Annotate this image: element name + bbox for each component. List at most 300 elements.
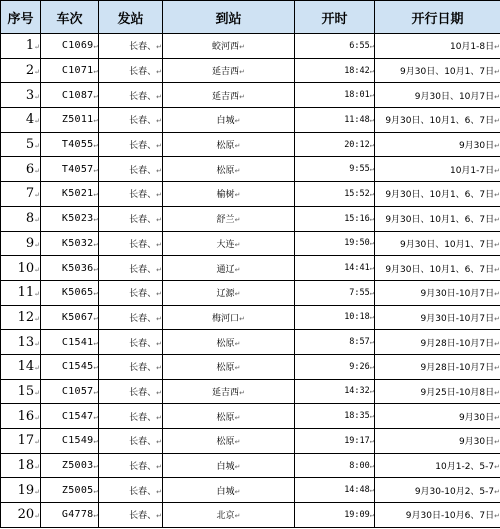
return-mark-icon: ↵ <box>234 166 241 175</box>
to-cell-text: 梅河口 <box>212 313 240 324</box>
departure-time-cell <box>295 453 375 478</box>
return-mark-icon: ↵ <box>93 511 98 520</box>
return-mark-icon: ↵ <box>93 486 98 495</box>
train-cell-text: C1071 <box>61 65 94 77</box>
return-mark-icon: ↵ <box>34 339 40 348</box>
departure-time-cell <box>295 256 375 281</box>
return-mark-icon: ↵ <box>34 512 40 521</box>
return-mark-icon: ↵ <box>494 290 500 299</box>
departure-time-cell <box>295 354 375 379</box>
to-cell-text: 蛟河西 <box>212 42 240 53</box>
seq-cell <box>1 182 41 207</box>
to-cell <box>163 379 295 404</box>
return-mark-icon: ↵ <box>369 239 374 248</box>
seq-cell <box>1 231 41 256</box>
dates-cell-text: 9月30日、10月1、6、7日 <box>385 190 495 201</box>
from-cell <box>99 34 163 59</box>
seq-cell-text: 7 <box>25 186 35 202</box>
table-row <box>1 354 500 379</box>
train-cell-text: K5065 <box>61 287 94 299</box>
train-cell-text: K5021 <box>61 188 94 200</box>
dates-cell <box>375 404 500 429</box>
return-mark-icon: ↵ <box>369 362 374 371</box>
from-cell-text: 长春、 <box>129 462 157 473</box>
from-cell-text: 长春、 <box>129 215 157 226</box>
from-cell-text: 长春、 <box>129 190 157 201</box>
return-mark-icon: ↵ <box>156 339 162 348</box>
departure-time-cell <box>295 206 375 231</box>
train-cell <box>41 404 99 429</box>
return-mark-icon: ↵ <box>494 314 500 323</box>
seq-cell <box>1 83 41 108</box>
header-to: 到站 <box>163 1 295 34</box>
return-mark-icon: ↵ <box>369 165 374 174</box>
from-cell <box>99 453 163 478</box>
train-cell-text: T4057 <box>61 163 94 175</box>
return-mark-icon: ↵ <box>494 240 500 249</box>
header-train: 车次 <box>41 1 99 34</box>
from-cell <box>99 108 163 133</box>
from-cell <box>99 379 163 404</box>
table-row <box>1 108 500 133</box>
dates-cell <box>375 453 500 478</box>
from-cell-text: 长春、 <box>129 239 157 250</box>
return-mark-icon: ↵ <box>34 142 40 151</box>
from-cell <box>99 478 163 503</box>
return-mark-icon: ↵ <box>156 166 162 175</box>
train-cell <box>41 379 99 404</box>
return-mark-icon: ↵ <box>369 140 374 149</box>
return-mark-icon: ↵ <box>239 43 245 52</box>
return-mark-icon: ↵ <box>156 216 162 225</box>
return-mark-icon: ↵ <box>369 436 374 445</box>
seq-cell-text: 19 <box>17 482 35 498</box>
departure-time-cell <box>295 157 375 182</box>
return-mark-icon: ↵ <box>34 68 40 77</box>
return-mark-icon: ↵ <box>156 191 162 200</box>
return-mark-icon: ↵ <box>34 438 40 447</box>
departure-time-cell <box>295 478 375 503</box>
departure-time-cell <box>295 503 375 528</box>
to-cell <box>163 404 295 429</box>
from-cell-text: 长春、 <box>129 412 157 423</box>
table-row <box>1 256 500 281</box>
departure-time-cell <box>295 305 375 330</box>
return-mark-icon: ↵ <box>156 512 162 521</box>
from-cell <box>99 182 163 207</box>
return-mark-icon: ↵ <box>239 68 245 77</box>
return-mark-icon: ↵ <box>369 264 374 273</box>
from-cell-text: 长春、 <box>129 387 157 398</box>
dates-cell <box>375 83 500 108</box>
dates-cell <box>375 58 500 83</box>
from-cell-text: 长春、 <box>129 42 157 53</box>
seq-cell-text: 2 <box>25 63 35 79</box>
dates-cell <box>375 305 500 330</box>
train-cell-text: K5032 <box>61 237 94 249</box>
return-mark-icon: ↵ <box>93 462 98 471</box>
seq-cell-text: 8 <box>25 211 35 227</box>
train-cell-text: K5067 <box>61 311 94 323</box>
train-cell <box>41 182 99 207</box>
return-mark-icon: ↵ <box>494 438 500 447</box>
from-cell <box>99 58 163 83</box>
departure-time-cell-text: 18:35 <box>344 411 370 422</box>
to-cell <box>163 206 295 231</box>
to-cell-text: 白城 <box>216 486 235 497</box>
seq-cell-text: 17 <box>17 433 35 449</box>
return-mark-icon: ↵ <box>93 91 98 100</box>
return-mark-icon: ↵ <box>34 463 40 472</box>
to-cell <box>163 58 295 83</box>
table-row <box>1 34 500 59</box>
dates-cell-text: 9月30日 <box>458 141 495 152</box>
return-mark-icon: ↵ <box>494 117 500 126</box>
from-cell <box>99 256 163 281</box>
to-cell-text: 通辽 <box>216 264 235 275</box>
return-mark-icon: ↵ <box>93 116 98 125</box>
return-mark-icon: ↵ <box>234 216 241 225</box>
return-mark-icon: ↵ <box>34 364 40 373</box>
train-cell <box>41 108 99 133</box>
dates-cell <box>375 330 500 355</box>
seq-cell <box>1 108 41 133</box>
return-mark-icon: ↵ <box>93 42 98 51</box>
from-cell <box>99 503 163 528</box>
to-cell-text: 白城 <box>216 116 235 127</box>
return-mark-icon: ↵ <box>93 338 98 347</box>
table-row <box>1 58 500 83</box>
departure-time-cell-text: 7:55 <box>349 287 370 298</box>
return-mark-icon: ↵ <box>234 191 241 200</box>
return-mark-icon: ↵ <box>93 289 98 298</box>
header-from: 发站 <box>99 1 163 34</box>
seq-cell <box>1 379 41 404</box>
return-mark-icon: ↵ <box>156 314 162 323</box>
return-mark-icon: ↵ <box>494 388 500 397</box>
from-cell <box>99 231 163 256</box>
seq-cell-text: 14 <box>17 359 35 375</box>
return-mark-icon: ↵ <box>239 92 245 101</box>
dates-cell <box>375 503 500 528</box>
return-mark-icon: ↵ <box>234 117 241 126</box>
train-cell-text: Z5011 <box>61 114 94 126</box>
to-cell-text: 松原 <box>216 412 235 423</box>
seq-cell <box>1 478 41 503</box>
return-mark-icon: ↵ <box>34 191 40 200</box>
dates-cell <box>375 429 500 454</box>
table-row <box>1 330 500 355</box>
dates-cell <box>375 280 500 305</box>
dates-cell-text: 9月30日 <box>458 412 495 423</box>
train-cell <box>41 34 99 59</box>
return-mark-icon: ↵ <box>93 141 98 150</box>
table-row <box>1 132 500 157</box>
seq-cell <box>1 354 41 379</box>
seq-cell <box>1 206 41 231</box>
departure-time-cell <box>295 58 375 83</box>
seq-cell-text: 18 <box>17 458 35 474</box>
train-cell <box>41 58 99 83</box>
table-row <box>1 503 500 528</box>
return-mark-icon: ↵ <box>93 264 98 273</box>
seq-cell <box>1 503 41 528</box>
from-cell <box>99 354 163 379</box>
header-seq: 序号 <box>1 1 41 34</box>
return-mark-icon: ↵ <box>156 364 162 373</box>
to-cell-text: 白城 <box>216 462 235 473</box>
return-mark-icon: ↵ <box>34 92 40 101</box>
dates-cell-text: 9月30日、10月1、6、7日 <box>385 215 495 226</box>
dates-cell-text: 10月1-7日 <box>449 165 495 176</box>
departure-time-cell <box>295 83 375 108</box>
header-dep: 开时 <box>295 1 375 34</box>
departure-time-cell-text: 19:17 <box>344 435 370 446</box>
return-mark-icon: ↵ <box>156 413 162 422</box>
return-mark-icon: ↵ <box>369 461 374 470</box>
seq-cell <box>1 34 41 59</box>
train-cell-text: K5023 <box>61 213 94 225</box>
departure-time-cell-text: 18:42 <box>344 65 370 76</box>
return-mark-icon: ↵ <box>34 117 40 126</box>
return-mark-icon: ↵ <box>234 290 241 299</box>
from-cell <box>99 206 163 231</box>
from-cell <box>99 305 163 330</box>
to-cell-text: 北京 <box>216 511 235 522</box>
return-mark-icon: ↵ <box>34 487 40 496</box>
return-mark-icon: ↵ <box>239 388 245 397</box>
train-cell-text: C1541 <box>61 336 94 348</box>
departure-time-cell-text: 9:55 <box>349 164 370 175</box>
return-mark-icon: ↵ <box>234 240 241 249</box>
train-cell-text: C1057 <box>61 385 94 397</box>
return-mark-icon: ↵ <box>369 41 374 50</box>
return-mark-icon: ↵ <box>494 43 500 52</box>
table-row <box>1 404 500 429</box>
train-cell-text: C1069 <box>61 40 94 52</box>
return-mark-icon: ↵ <box>494 487 500 496</box>
departure-time-cell <box>295 404 375 429</box>
departure-time-cell <box>295 132 375 157</box>
return-mark-icon: ↵ <box>156 68 162 77</box>
return-mark-icon: ↵ <box>34 388 40 397</box>
dates-cell-text: 9月30日 <box>458 437 495 448</box>
seq-cell <box>1 404 41 429</box>
to-cell <box>163 108 295 133</box>
seq-cell <box>1 305 41 330</box>
train-cell-text: C1545 <box>61 361 94 373</box>
seq-cell <box>1 132 41 157</box>
seq-cell-text: 4 <box>25 112 35 128</box>
departure-time-cell-text: 19:09 <box>344 509 370 520</box>
from-cell-text: 长春、 <box>129 165 157 176</box>
from-cell-text: 长春、 <box>129 141 157 152</box>
to-cell <box>163 256 295 281</box>
return-mark-icon: ↵ <box>93 387 98 396</box>
return-mark-icon: ↵ <box>369 338 374 347</box>
return-mark-icon: ↵ <box>156 265 162 274</box>
return-mark-icon: ↵ <box>234 413 241 422</box>
dates-cell <box>375 354 500 379</box>
to-cell <box>163 83 295 108</box>
dates-cell-text: 9月30日、10月7日 <box>414 91 495 102</box>
return-mark-icon: ↵ <box>494 142 500 151</box>
seq-cell-text: 6 <box>25 161 35 177</box>
departure-time-cell-text: 8:57 <box>349 337 370 348</box>
departure-time-cell-text: 14:41 <box>344 263 370 274</box>
departure-time-cell-text: 15:52 <box>344 188 370 199</box>
return-mark-icon: ↵ <box>93 239 98 248</box>
departure-time-cell <box>295 379 375 404</box>
return-mark-icon: ↵ <box>494 166 500 175</box>
seq-cell-text: 16 <box>17 408 35 424</box>
return-mark-icon: ↵ <box>234 142 241 151</box>
departure-time-cell <box>295 280 375 305</box>
departure-time-cell-text: 18:01 <box>344 90 370 101</box>
from-cell <box>99 280 163 305</box>
from-cell <box>99 404 163 429</box>
table-row <box>1 206 500 231</box>
from-cell <box>99 330 163 355</box>
train-cell <box>41 330 99 355</box>
seq-cell-text: 12 <box>17 309 35 325</box>
return-mark-icon: ↵ <box>494 68 500 77</box>
to-cell-text: 松原 <box>216 141 235 152</box>
to-cell-text: 松原 <box>216 437 235 448</box>
return-mark-icon: ↵ <box>234 438 241 447</box>
train-cell <box>41 453 99 478</box>
table-row <box>1 453 500 478</box>
departure-time-cell-text: 11:48 <box>344 114 370 125</box>
to-cell <box>163 132 295 157</box>
return-mark-icon: ↵ <box>234 487 241 496</box>
return-mark-icon: ↵ <box>239 314 245 323</box>
return-mark-icon: ↵ <box>93 437 98 446</box>
to-cell-text: 榆树 <box>216 190 235 201</box>
return-mark-icon: ↵ <box>369 412 374 421</box>
header-dates: 开行日期 <box>375 1 500 34</box>
return-mark-icon: ↵ <box>369 214 374 223</box>
to-cell <box>163 305 295 330</box>
train-cell <box>41 503 99 528</box>
seq-cell <box>1 157 41 182</box>
train-cell <box>41 280 99 305</box>
return-mark-icon: ↵ <box>369 91 374 100</box>
from-cell-text: 长春、 <box>129 289 157 300</box>
table-row <box>1 231 500 256</box>
departure-time-cell <box>295 429 375 454</box>
return-mark-icon: ↵ <box>34 216 40 225</box>
departure-time-cell-text: 9:26 <box>349 361 370 372</box>
dates-cell <box>375 132 500 157</box>
dates-cell <box>375 34 500 59</box>
dates-cell-text: 10月1-8日 <box>449 42 495 53</box>
to-cell <box>163 280 295 305</box>
departure-time-cell <box>295 34 375 59</box>
table-row <box>1 157 500 182</box>
dates-cell-text: 9月30日、10月1、6、7日 <box>385 116 495 127</box>
return-mark-icon: ↵ <box>156 438 162 447</box>
to-cell <box>163 231 295 256</box>
from-cell <box>99 157 163 182</box>
table-row <box>1 182 500 207</box>
return-mark-icon: ↵ <box>34 265 40 274</box>
dates-cell-text: 9月28日-10月7日 <box>420 338 495 349</box>
return-mark-icon: ↵ <box>156 463 162 472</box>
dates-cell-text: 9月30日、10月1、6、7日 <box>385 264 495 275</box>
to-cell-text: 松原 <box>216 363 235 374</box>
table-row <box>1 379 500 404</box>
seq-cell-text: 5 <box>25 137 35 153</box>
return-mark-icon: ↵ <box>156 92 162 101</box>
seq-cell-text: 3 <box>25 87 35 103</box>
from-cell <box>99 429 163 454</box>
train-cell <box>41 256 99 281</box>
to-cell <box>163 478 295 503</box>
to-cell-text: 大连 <box>216 239 235 250</box>
from-cell-text: 长春、 <box>129 264 157 275</box>
return-mark-icon: ↵ <box>93 190 98 199</box>
dates-cell-text: 9月30日-10月6、7日 <box>405 511 495 522</box>
to-cell-text: 松原 <box>216 338 235 349</box>
train-cell-text: Z5003 <box>61 460 94 472</box>
departure-time-cell <box>295 182 375 207</box>
return-mark-icon: ↵ <box>369 486 374 495</box>
dates-cell <box>375 231 500 256</box>
return-mark-icon: ↵ <box>369 387 374 396</box>
from-cell <box>99 132 163 157</box>
departure-time-cell-text: 8:00 <box>349 460 370 471</box>
return-mark-icon: ↵ <box>494 216 500 225</box>
table-row <box>1 280 500 305</box>
seq-cell <box>1 58 41 83</box>
seq-cell-text: 9 <box>25 235 35 251</box>
to-cell <box>163 453 295 478</box>
return-mark-icon: ↵ <box>93 363 98 372</box>
return-mark-icon: ↵ <box>156 43 162 52</box>
to-cell-text: 松原 <box>216 165 235 176</box>
return-mark-icon: ↵ <box>494 191 500 200</box>
train-cell <box>41 231 99 256</box>
dates-cell-text: 9月30-10月2、5-7 <box>414 486 495 497</box>
return-mark-icon: ↵ <box>494 265 500 274</box>
departure-time-cell-text: 20:12 <box>344 139 370 150</box>
train-cell <box>41 83 99 108</box>
to-cell-text: 辽源 <box>216 289 235 300</box>
return-mark-icon: ↵ <box>34 413 40 422</box>
departure-time-cell-text: 6:55 <box>349 40 370 51</box>
table-row <box>1 429 500 454</box>
return-mark-icon: ↵ <box>93 67 98 76</box>
to-cell <box>163 157 295 182</box>
dates-cell-text: 9月30日-10月7日 <box>420 313 495 324</box>
return-mark-icon: ↵ <box>234 512 241 521</box>
return-mark-icon: ↵ <box>369 288 374 297</box>
return-mark-icon: ↵ <box>234 463 241 472</box>
return-mark-icon: ↵ <box>494 364 500 373</box>
to-cell-text: 延吉西 <box>212 387 240 398</box>
dates-cell <box>375 108 500 133</box>
seq-cell <box>1 280 41 305</box>
table-body <box>1 34 500 528</box>
train-cell-text: C1547 <box>61 410 94 422</box>
to-cell <box>163 34 295 59</box>
dates-cell-text: 9月30日-10月7日 <box>420 289 495 300</box>
return-mark-icon: ↵ <box>234 265 241 274</box>
return-mark-icon: ↵ <box>34 43 40 52</box>
seq-cell-text: 15 <box>17 383 35 399</box>
from-cell-text: 长春、 <box>129 338 157 349</box>
